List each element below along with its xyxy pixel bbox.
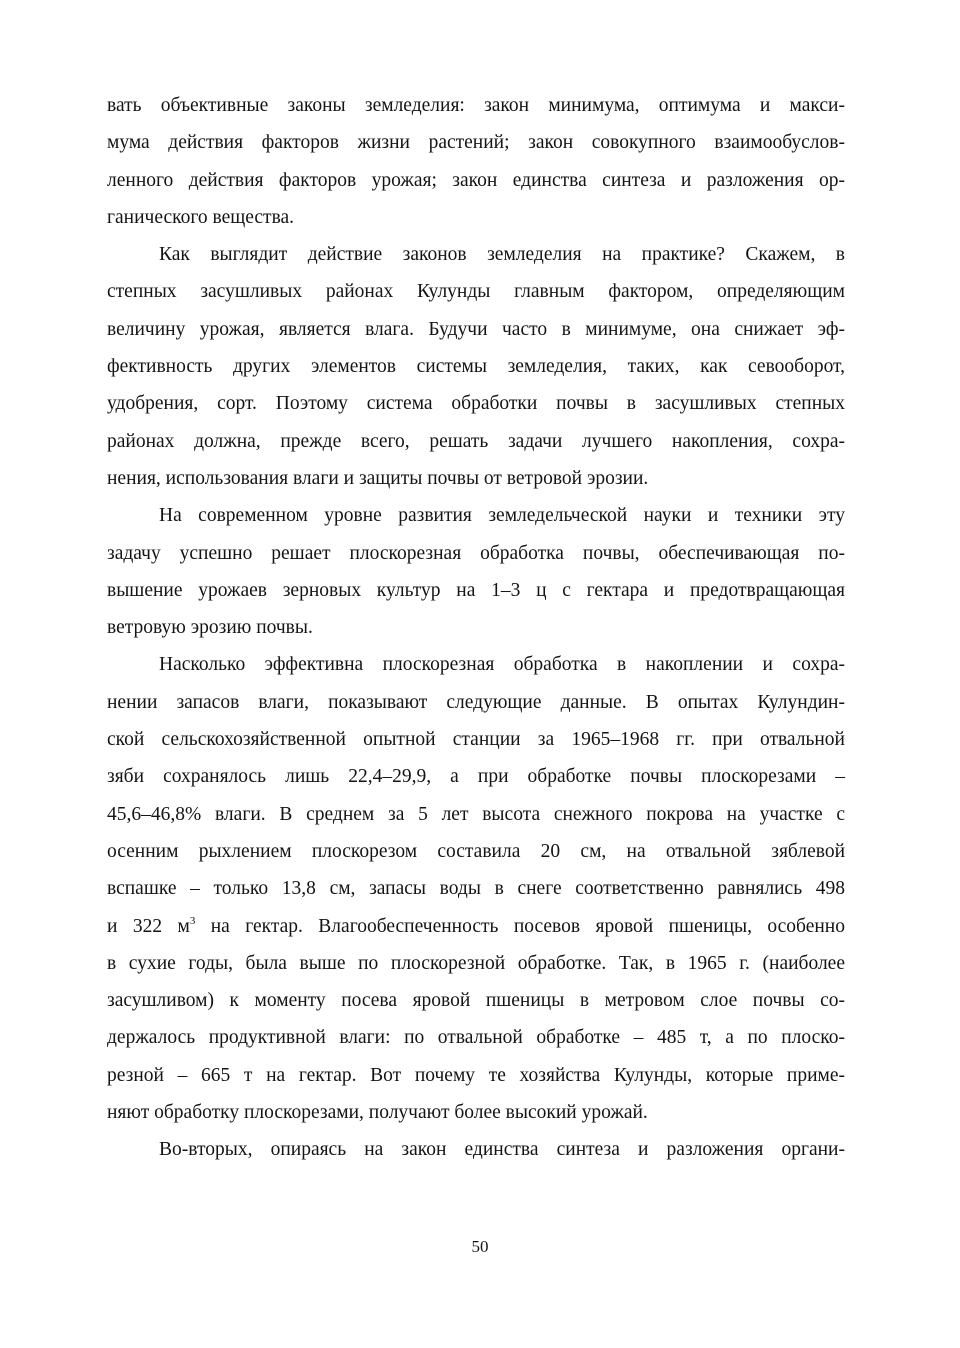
text-line: величину урожая, является влага. Будучи часто в минимуме, она снижает эф- <box>107 318 845 340</box>
text-line: ленного действия факторов урожая; закон единства синтеза и разложения ор- <box>107 169 845 191</box>
text-line: Насколько эффективна плоскорезная обработка в накоплении и сохра- <box>159 654 845 676</box>
text-line: 45,6–46,8% влаги. В среднем за 5 лет высота снежного покрова на участке с <box>107 803 845 825</box>
text-line: нении запасов влаги, показывают следующие данные. В опытах Кулундин- <box>107 691 845 713</box>
text-line: На современном уровне развития земледельческой науки и техники эту <box>159 505 845 527</box>
text-line: зяби сохранялось лишь 22,4–29,9, а при обработке почвы плоскорезами – <box>107 766 845 788</box>
text-line: вышение урожаев зерновых культур на 1–3 ц с гектара и предотвращающая <box>107 579 845 601</box>
text-line: в сухие годы, была выше по плоскорезной обработке. Так, в 1965 г. (наиболее <box>107 952 845 974</box>
text-line: осенним рыхлением плоскорезом составила 20 см, на отвальной зяблевой <box>107 840 845 862</box>
superscript: 3 <box>189 914 196 927</box>
text-line: ганического вещества. <box>107 206 295 228</box>
text-line: удобрения, сорт. Поэтому система обработки почвы в засушливых степных <box>107 393 845 415</box>
text-line: держалось продуктивной влаги: по отвальной обработке – 485 т, а по плоско- <box>107 1027 845 1049</box>
text-line: ской сельскохозяйственной опытной станции за 1965–1968 гг. при отвальной <box>107 729 845 751</box>
page-number: 50 <box>471 1237 489 1256</box>
text-fragment: на гектар. Влагообеспеченность посевов яровой пшеницы, особенно <box>195 915 845 937</box>
text-line: засушливом) к моменту посева яровой пшеницы в метровом слое почвы со- <box>107 990 845 1012</box>
text-line: нения, использования влаги и защиты почвы от ветровой эрозии. <box>107 467 649 489</box>
text-line: вспашке – только 13,8 см, запасы воды в снеге соответственно равнялись 498 <box>107 878 845 900</box>
text-line: резной – 665 т на гектар. Вот почему те хозяйства Кулунды, которые приме- <box>107 1064 845 1086</box>
text-line: районах должна, прежде всего, решать задачи лучшего накопления, сохра- <box>107 430 845 452</box>
text-line-with-superscript <box>107 908 845 945</box>
text-line: фективность других элементов системы земледелия, таких, как севооборот, <box>107 356 845 378</box>
paragraph-4 <box>107 646 845 1131</box>
paragraph-2 <box>107 236 845 497</box>
text-line: мума действия факторов жизни растений; закон совокупного взаимообуслов- <box>107 132 845 154</box>
text-line: вать объективные законы земледелия: закон минимума, оптимума и макси- <box>107 95 845 116</box>
text-line: Во-вторых, опираясь на закон единства синтеза и разложения органи- <box>159 1139 845 1161</box>
body-text <box>107 87 845 1169</box>
text-line: степных засушливых районах Кулунды главным фактором, определяющим <box>107 281 845 303</box>
text-line: няют обработку плоскорезами, получают более высокий урожай. <box>107 1102 648 1124</box>
paragraph-3 <box>107 497 845 646</box>
paragraph-1 <box>107 87 845 236</box>
text-line: Как выглядит действие законов земледелия на практике? Скажем, в <box>159 244 845 266</box>
text-line: ветровую эрозию почвы. <box>107 617 313 639</box>
text-fragment: и 322 м <box>107 915 190 937</box>
paragraph-5 <box>107 1131 845 1168</box>
text-line: задачу успешно решает плоскорезная обработка почвы, обеспечивающая по- <box>107 542 845 564</box>
